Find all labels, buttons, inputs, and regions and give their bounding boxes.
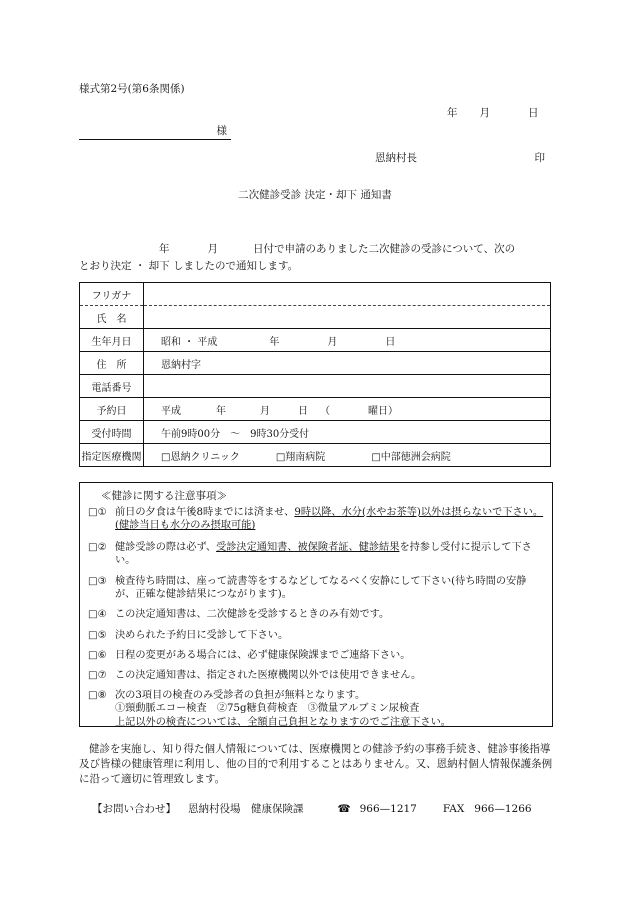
note-2-text-a: 健診受診の際は必ず、 — [115, 542, 217, 553]
contact-label: 【お問い合わせ】 — [92, 803, 176, 815]
note-1-emphasis: 9時以降、水分(水やお茶等)以外は摂らないで下さい。(健診当日も水分のみ摂取可能) — [115, 507, 544, 532]
note-7-checkbox[interactable]: □⑦ — [88, 670, 107, 681]
sender-name: 恩納村長 — [375, 152, 417, 164]
sender — [375, 152, 545, 165]
privacy-notice — [79, 742, 557, 788]
note-6-text: 日程の変更がある場合には、必ず健康保険課までご連絡下さい。 — [115, 650, 411, 661]
name-value — [144, 306, 551, 329]
applicant-info-table — [79, 282, 551, 467]
phone-label: 電話番号 — [80, 375, 144, 398]
reception-end: 9時30分受付 — [250, 428, 310, 440]
reception-label: 受付時間 — [80, 421, 144, 444]
note-7-text: この決定通知書は、指定された医療機関以外では使用できません。 — [115, 670, 422, 681]
note-4 — [88, 608, 546, 621]
phone-value — [144, 375, 551, 398]
note-8-emphasis: 全額自己負担 — [247, 716, 309, 728]
fax-label: FAX — [442, 803, 465, 815]
table-row — [80, 375, 551, 398]
table-row — [80, 306, 551, 329]
appointment-day: 日 — [298, 405, 308, 417]
appointment-label: 予約日 — [80, 398, 144, 421]
table-row — [80, 352, 551, 375]
table-row — [80, 283, 551, 306]
birth-era: 昭和 ・ 平成 — [161, 336, 218, 348]
recipient-line — [79, 125, 231, 140]
intro-line2: とおり決定 ・ 却下 しましたので通知します。 — [79, 259, 299, 272]
facility-option-onna-clinic[interactable]: □恩納クリニック — [161, 451, 240, 463]
appointment-paren: （ — [320, 405, 330, 417]
table-row — [80, 329, 551, 352]
appointment-era: 平成 — [161, 405, 181, 417]
birth-value — [144, 329, 551, 352]
note-8-line-3a: 上記以外の検査については、 — [115, 716, 248, 728]
issue-date-month: 月 — [479, 107, 490, 119]
appointment-weekday: 曜日） — [368, 405, 398, 417]
intro-line1: 日付で申請のありました二次健診の受診について、次の — [253, 243, 516, 255]
note-6-checkbox[interactable]: □⑥ — [88, 650, 107, 661]
document-title: 二次健診受診 決定・却下 通知書 — [238, 189, 392, 201]
name-label: 氏 名 — [80, 306, 144, 329]
note-3-checkbox[interactable]: □③ — [88, 576, 107, 587]
issue-date-year: 年 — [447, 107, 458, 119]
note-5-checkbox[interactable]: □⑤ — [88, 630, 107, 641]
reception-value — [144, 421, 551, 444]
table-row — [80, 444, 551, 467]
note-8 — [88, 689, 546, 729]
notes-box — [79, 482, 553, 727]
kana-label: フリガナ — [80, 283, 144, 306]
note-3 — [88, 575, 546, 602]
note-2-checkbox[interactable]: □② — [88, 542, 107, 553]
form-number: 様式第2号(第6条関係) — [79, 83, 185, 95]
contact-fax: 966—1266 — [474, 803, 532, 815]
note-1 — [88, 506, 546, 533]
facility-option-chubu-tokushukai[interactable]: □中部徳洲会病院 — [371, 451, 451, 463]
note-8-line-3c: となりますのでご注意下さい。 — [308, 716, 451, 728]
appointment-month: 月 — [260, 405, 270, 417]
note-4-checkbox[interactable]: □④ — [88, 609, 107, 620]
table-row — [80, 398, 551, 421]
address-label: 住 所 — [80, 352, 144, 375]
recipient-suffix: 様 — [216, 125, 227, 137]
birth-year: 年 — [269, 336, 280, 348]
facility-label: 指定医療機関 — [80, 444, 144, 467]
facility-options — [144, 444, 551, 467]
address-value: 恩納村字 — [144, 352, 551, 375]
note-5 — [88, 629, 546, 642]
note-2-text-b: を持参し受付に提示して下さい。 — [115, 542, 532, 567]
phone-icon: ☎ — [337, 803, 351, 815]
appointment-year: 年 — [216, 405, 226, 417]
note-2-emphasis: 受診決定通知書、被保険者証、健診結果 — [216, 542, 400, 553]
seal-mark: 印 — [534, 152, 545, 164]
birth-label: 生年月日 — [80, 329, 144, 352]
issue-date — [447, 107, 539, 120]
privacy-text: 健診を実施し、知り得た個人情報については、医療機関との健診予約の事務手続き、健診事後指導及び皆様の健康管理に利用し、他の目的で利用することはありません。又、恩納村個人情報保護条例に沿って適切に管理致します。 — [79, 743, 553, 786]
birth-month: 月 — [327, 336, 338, 348]
note-3-text: 検査待ち時間は、座って読書等をするなどしてなるべく安静にして下さい(待ち時間の安静が、正確な健診結果につながります)。 — [115, 576, 527, 601]
contact-phone: 966—1217 — [359, 803, 417, 815]
notes-title: ≪健診に関する注意事項≫ — [101, 490, 227, 502]
table-row — [80, 421, 551, 444]
issue-date-day: 日 — [528, 107, 539, 119]
reception-start: 午前9時00分 — [161, 428, 221, 440]
intro-year: 年 — [159, 243, 170, 255]
contact-line — [92, 803, 532, 816]
kana-value — [144, 283, 551, 306]
birth-day: 日 — [385, 336, 396, 348]
note-8-checkbox[interactable]: □⑧ — [88, 690, 107, 701]
note-8-line-2: ①頸動脈エコー検査 ②75g糖負荷検査 ③微量アルブミン尿検査 — [115, 703, 420, 715]
reception-tilde: ～ — [230, 428, 241, 440]
facility-option-shonan-hospital[interactable]: □翔南病院 — [275, 451, 326, 463]
note-2 — [88, 541, 546, 568]
contact-office: 恩納村役場 健康保険課 — [188, 803, 304, 815]
note-5-text: 決められた予約日に受診して下さい。 — [115, 630, 289, 641]
note-4-text: この決定通知書は、二次健診を受診するときのみ有効です。 — [115, 609, 390, 620]
intro-paragraph — [79, 241, 554, 274]
appointment-value — [144, 398, 551, 421]
note-1-checkbox[interactable]: □① — [88, 507, 107, 518]
note-7 — [88, 669, 546, 682]
note-8-line-1: 次の3項目の検査のみ受診者の負担が無料となります。 — [115, 690, 366, 701]
intro-month: 月 — [207, 243, 218, 255]
note-1-text: 前日の夕食は午後8時までには済ませ、 — [115, 507, 295, 518]
note-6 — [88, 649, 546, 662]
